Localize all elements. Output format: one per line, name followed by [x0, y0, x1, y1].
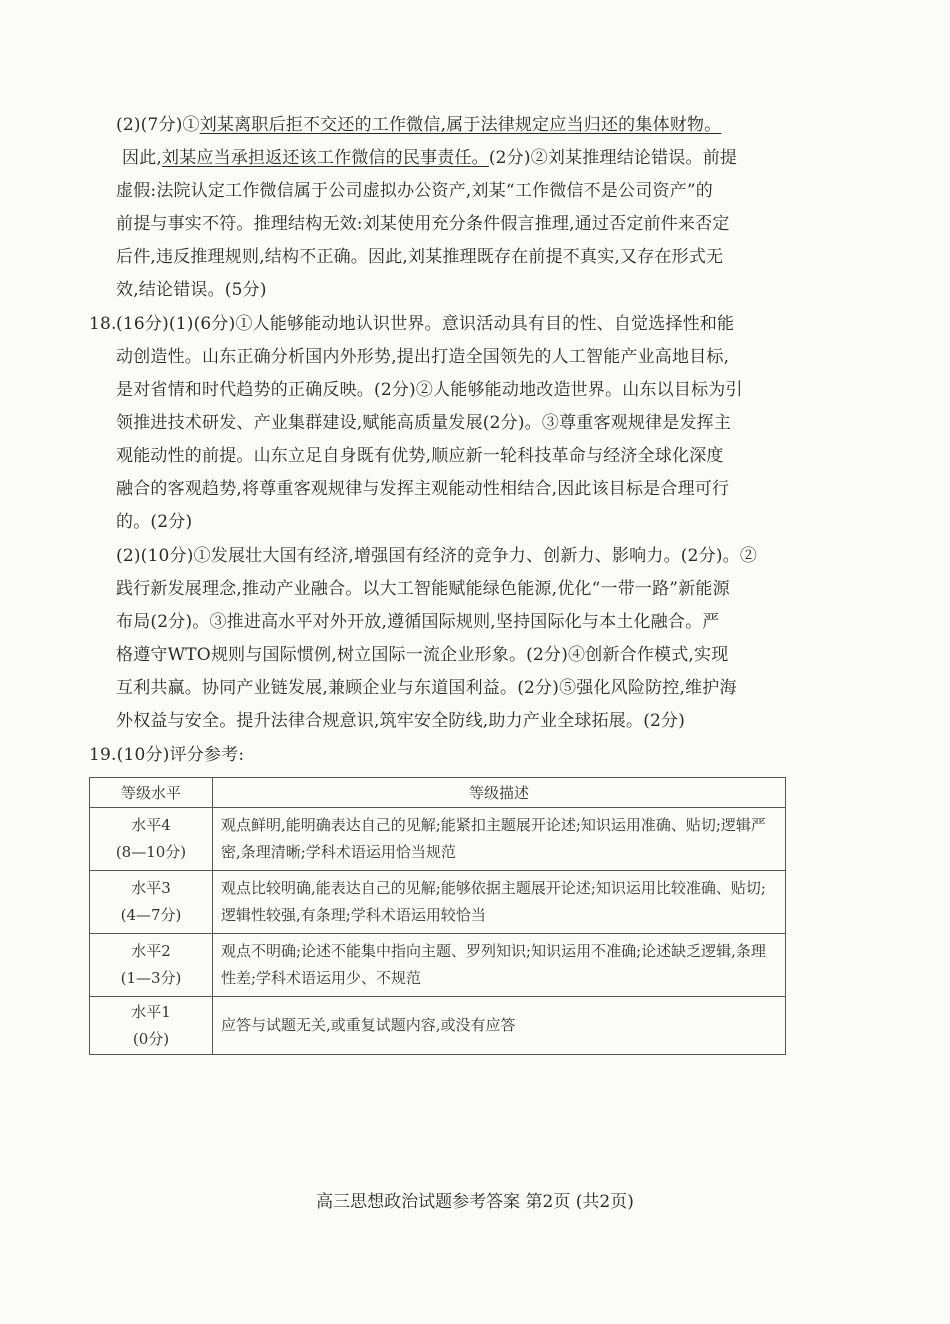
q17-2-line-5: 后件,违反推理规则,结构不正确。因此,刘某推理既存在前提不真实,又存在形式无: [116, 247, 724, 267]
level-score: (4—7分): [120, 906, 182, 924]
level-name: 水平2: [131, 942, 171, 960]
level-name: 水平3: [131, 879, 171, 897]
level-cell: [90, 934, 213, 997]
table-row: [90, 871, 786, 934]
q18-p2-line-1: (2)(10分)①发展壮大国有经济,增强国有经济的竞争力、创新力、影响力。(2分)。②: [116, 546, 758, 566]
q19-heading: 19.(10分)评分参考:: [89, 745, 245, 765]
table-row: [90, 934, 786, 997]
q17-2-line-4: 前提与事实不符。推理结构无效:刘某使用充分条件假言推理,通过否定前件来否定: [116, 214, 730, 234]
level-score: (1—3分): [120, 969, 182, 987]
scoring-table: [89, 777, 786, 1055]
q18-p2-line-5: 互利共赢。协同产业链发展,兼顾企业与东道国利益。(2分)⑤强化风险防控,维护海: [116, 678, 737, 698]
level-cell: [90, 808, 213, 871]
q18-p1-line-7: 的。(2分): [116, 512, 193, 532]
level-name: 水平4: [131, 816, 171, 834]
description-cell: 应答与试题无关,或重复试题内容,或没有应答: [213, 997, 786, 1055]
q17-2-line-2: [122, 147, 737, 169]
table-row: [90, 997, 786, 1055]
page-footer: 高三思想政治试题参考答案 第2页 (共2页): [316, 1192, 634, 1212]
column-header-description: 等级描述: [213, 778, 786, 808]
q18-p2-line-2: 践行新发展理念,推动产业融合。以大工智能赋能绿色能源,优化“一带一路”新能源: [116, 579, 730, 599]
q17-2-line-6: 效,结论错误。(5分): [116, 280, 267, 300]
q18-p1-line-4: 领推进技术研发、产业集群建设,赋能高质量发展(2分)。③尊重客观规律是发挥主: [116, 413, 732, 433]
q17-2-prefix: (2)(7分)①: [116, 115, 200, 135]
q18-p1-line-5: 观能动性的前提。山东立足自身既有优势,顺应新一轮科技革命与经济全球化深度: [116, 446, 724, 466]
q17-2-line2-suffix: (2分)②刘某推理结论错误。前提: [488, 148, 738, 168]
level-name: 水平1: [131, 1002, 171, 1021]
q17-2-key-point-1: 刘某离职后拒不交还的工作微信,属于法律规定应当归还的集体财物。: [199, 115, 722, 135]
q18-p2-line-3: 布局(2分)。③推进高水平对外开放,遵循国际规则,坚持国际化与本土化融合。严: [116, 612, 720, 632]
q17-2-key-point-2: 刘某应当承担返还该工作微信的民事责任。: [162, 148, 489, 168]
q18-number: 18.: [89, 314, 117, 334]
q18-p2-line-6: 外权益与安全。提升法律合规意识,筑牢安全防线,助力产业全球拓展。(2分): [116, 711, 686, 731]
q17-2-line2-prefix: 因此,: [122, 148, 163, 168]
q18-p1-line-2: 动创造性。山东正确分析国内外形势,提出打造全国领先的人工智能产业高地目标,: [116, 347, 730, 367]
q18-p1-line-1: (16分)(1)(6分)①人能够能动地认识世界。意识活动具有目的性、自觉选择性和能: [116, 314, 735, 334]
description-cell: 观点鲜明,能明确表达自己的见解;能紧扣主题展开论述;知识运用准确、贴切;逻辑严密,条理清晰;学科术语运用恰当规范: [213, 808, 786, 871]
q17-2-line-3: 虚假:法院认定工作微信属于公司虚拟办公资产,刘某“工作微信不是公司资产”的: [116, 181, 713, 201]
q18-p2-line-4: 格遵守WTO规则与国际惯例,树立国际一流企业形象。(2分)④创新合作模式,实现: [116, 645, 729, 665]
level-cell: [90, 871, 213, 934]
level-cell: [90, 997, 213, 1055]
table-header-row: [90, 778, 786, 808]
level-score: (8—10分): [115, 843, 187, 861]
table-row: [90, 808, 786, 871]
column-header-level: 等级水平: [90, 778, 213, 808]
level-score: (0分): [132, 1029, 170, 1048]
description-cell: 观点比较明确,能表达自己的见解;能够依据主题展开论述;知识运用比较准确、贴切;逻辑性较强,有条理;学科术语运用较恰当: [213, 871, 786, 934]
description-cell: 观点不明确;论述不能集中指向主题、罗列知识;知识运用不准确;论述缺乏逻辑,条理性差;学科术语运用少、不规范: [213, 934, 786, 997]
q18-p1-line-3: 是对省情和时代趋势的正确反映。(2分)②人能够能动地改造世界。山东以目标为引: [116, 380, 743, 400]
q17-2-line-1: [116, 114, 721, 136]
q18-p1-line-6: 融合的客观趋势,将尊重客观规律与发挥主观能动性相结合,因此该目标是合理可行: [116, 479, 730, 499]
